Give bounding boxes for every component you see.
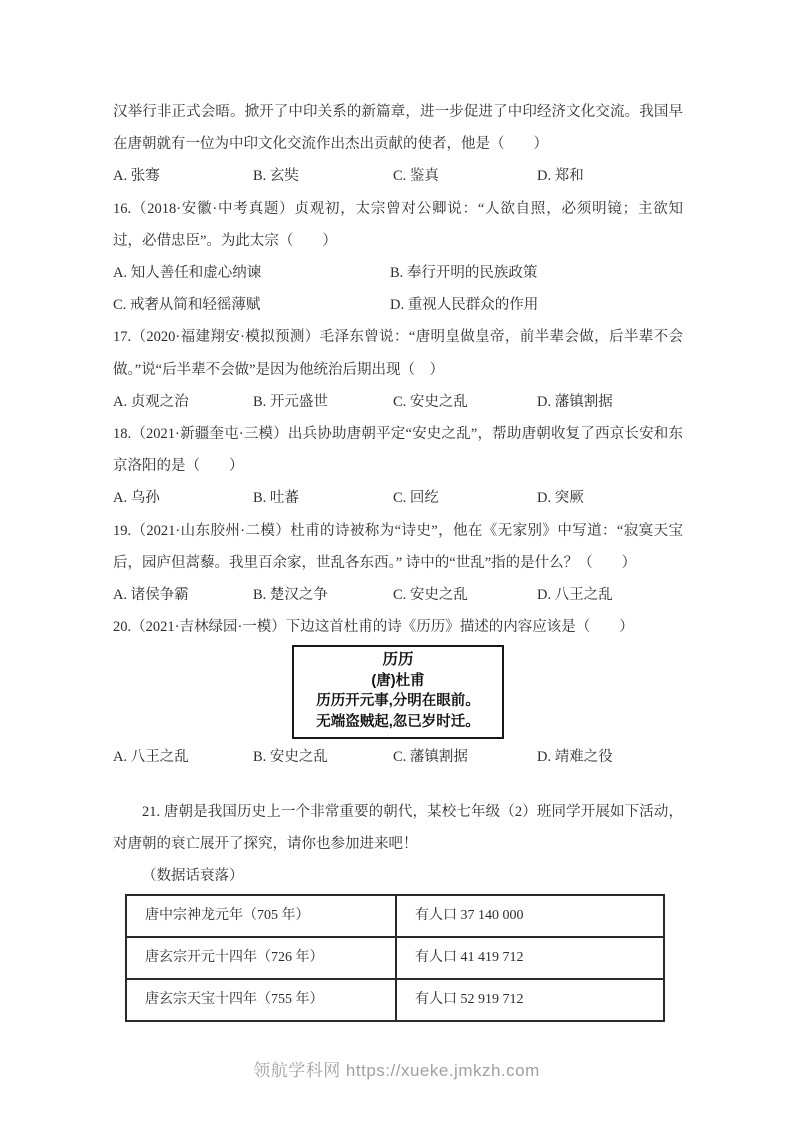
question-19-stem: 19.（2021·山东胶州·二模）杜甫的诗被称为“诗史”，他在《无家别》中写道：“寂寞天宝后，园庐但蒿藜。我里百余家，世乱各东西。” 诗中的“世乱”指的是什么？（ ）: [113, 522, 683, 571]
question-15: [113, 96, 683, 193]
population-data-table: [125, 894, 665, 1022]
table-row: [126, 895, 664, 937]
question-18-options: [113, 482, 683, 514]
page-watermark: 领航学科网 https://xueke.jmkzh.com: [253, 1061, 540, 1080]
question-17: [113, 321, 683, 418]
option-a: A. 乌孙: [113, 490, 160, 507]
option-d: D. 重视人民群众的作用: [390, 297, 539, 314]
activity-section-label: （数据话衰落）: [142, 868, 244, 885]
table-cell-population: 有人口 41 419 712: [396, 937, 664, 979]
poem-box: [292, 645, 504, 739]
option-d: D. 突厥: [537, 490, 584, 507]
question-15-stem: 汉举行非正式会晤。掀开了中印关系的新篇章，进一步促进了中印经济文化交流。我国早在唐朝就有一位为中印文化交流作出杰出贡献的使者，他是（ ）: [113, 104, 683, 153]
question-20: [113, 611, 683, 773]
question-20-stem: 20.（2021·吉林绿园·一模）下边这首杜甫的诗《历历》描述的内容应该是（ ）: [113, 619, 634, 636]
question-16: [113, 193, 683, 322]
option-c: C. 鉴真: [393, 168, 439, 185]
table-row: [126, 937, 664, 979]
question-16-stem: 16.（2018·安徽·中考真题）贞观初，太宗曾对公卿说：“人欲自照，必须明镜；主欲知过，必借忠臣”。为此太宗（ ）: [113, 200, 683, 249]
question-18: [113, 418, 683, 515]
option-a: A. 贞观之治: [113, 393, 189, 410]
question-19-options: [113, 579, 683, 611]
option-b: B. 奉行开明的民族政策: [390, 265, 538, 282]
question-15-options: [113, 160, 683, 192]
option-d: D. 八王之乱: [537, 587, 613, 604]
table-row: [126, 979, 664, 1021]
poem-line: 历历开元事,分明在眼前。: [316, 693, 480, 710]
question-20-options: [113, 741, 683, 773]
exam-content: [113, 96, 683, 1022]
option-a: A. 知人善任和虚心纳谏: [113, 265, 262, 282]
option-b: B. 楚汉之争: [253, 587, 328, 604]
question-17-options: [113, 386, 683, 418]
poem-title: 历历: [382, 651, 414, 669]
option-b: B. 开元盛世: [253, 393, 328, 410]
option-b: B. 吐蕃: [253, 490, 299, 507]
poem-line: 无端盗贼起,忽已岁时迁。: [316, 713, 480, 730]
option-a: A. 诸侯争霸: [113, 587, 189, 604]
question-18-stem: 18.（2021·新疆奎屯·三模）出兵协助唐朝平定“安史之乱”，帮助唐朝收复了西京长安和东京洛阳的是（ ）: [113, 426, 683, 475]
table-cell-year: 唐玄宗天宝十四年（755 年）: [126, 979, 396, 1021]
option-a: A. 张骞: [113, 168, 160, 185]
question-16-options: [113, 257, 683, 321]
option-a: A. 八王之乱: [113, 749, 189, 766]
table-cell-population: 有人口 52 919 712: [396, 979, 664, 1021]
option-c: C. 藩镇割据: [393, 749, 468, 766]
option-d: D. 靖难之役: [537, 749, 613, 766]
question-21: [113, 796, 683, 1023]
question-19: [113, 515, 683, 612]
option-d: D. 郑和: [537, 168, 584, 185]
poem-author: (唐)杜甫: [371, 672, 425, 689]
option-b: B. 安史之乱: [253, 749, 328, 766]
table-cell-population: 有人口 37 140 000: [396, 895, 664, 937]
question-17-stem: 17.（2020·福建翔安·模拟预测）毛泽东曾说：“唐明皇做皇帝，前半辈会做，后半辈不会做。”说“后半辈不会做”是因为他统治后期出现（ ）: [113, 329, 683, 378]
option-c: C. 安史之乱: [393, 393, 468, 410]
table-cell-year: 唐中宗神龙元年（705 年）: [126, 895, 396, 937]
option-d: D. 藩镇割据: [537, 393, 613, 410]
table-cell-year: 唐玄宗开元十四年（726 年）: [126, 937, 396, 979]
question-21-intro: 21. 唐朝是我国历史上一个非常重要的朝代，某校七年级（2）班同学开展如下活动，对唐朝的衰亡展开了探究，请你也参加进来吧！: [113, 803, 683, 852]
option-c: C. 安史之乱: [393, 587, 468, 604]
option-b: B. 玄奘: [253, 168, 299, 185]
option-c: C. 回纥: [393, 490, 439, 507]
option-c: C. 戒奢从简和轻徭薄赋: [113, 297, 261, 314]
